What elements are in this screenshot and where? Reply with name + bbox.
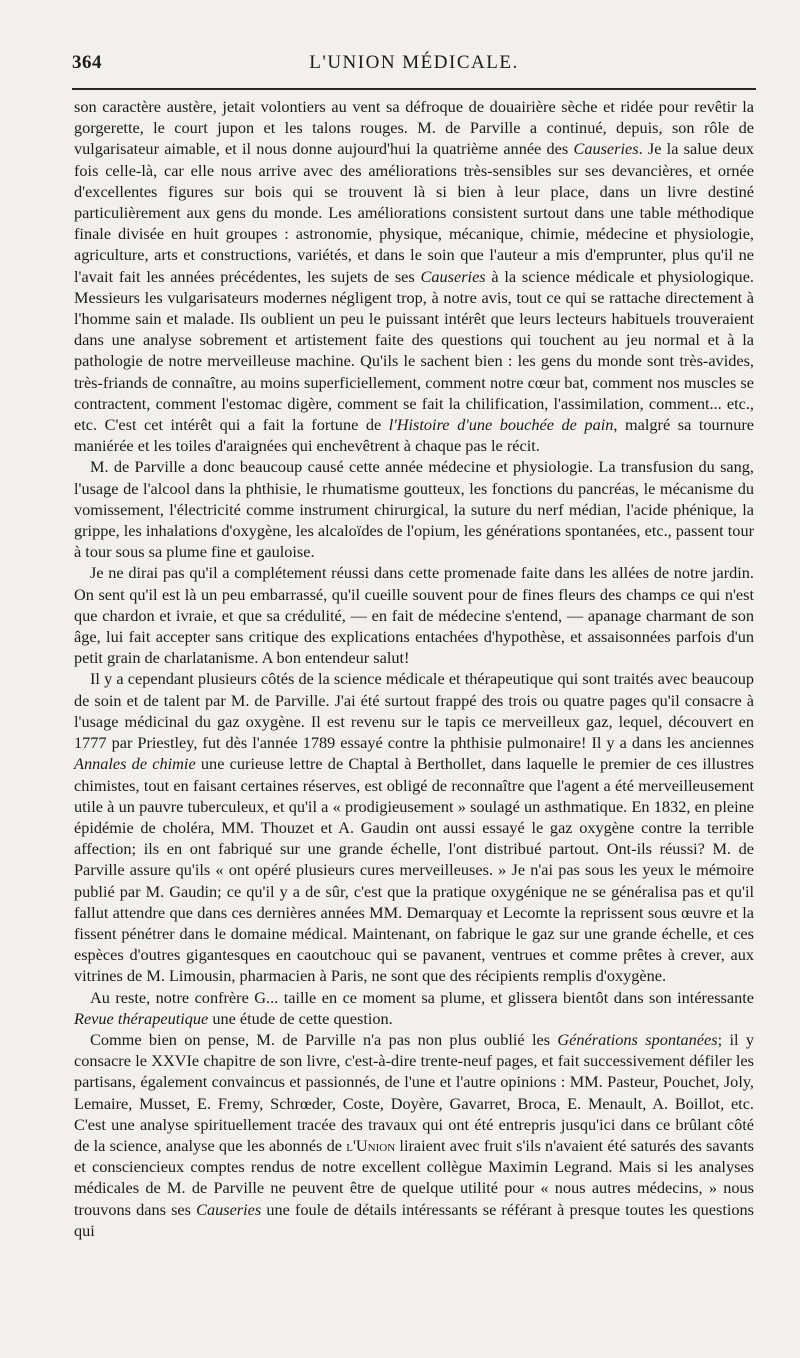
text-run: Au reste, notre confrère G... taille en ce moment sa plume, et glissera bientôt dans son intéressante [90, 987, 754, 1007]
paragraph [74, 96, 754, 456]
article-body [74, 96, 754, 1241]
italic-text: Causeries [573, 139, 639, 159]
text-run: . Je la salue deux fois celle-là, car elle nous arrive avec des améliorations très-sensibles sur ses devancières, et ornée d'excellentes figures sur bois qui se trouvent là si bien à leur place, dans un livre destiné particulièrement aux gens du monde. Les améliorations consistent surtout dans une table méthodique finale divisée en huit groupes : astronomie, physique, mécanique, chimie, médecine et physiologie, agriculture, arts et constructions, variétés, et dans le soin que l'auteur a mis d'emprunter, plus qu'il ne l'avait fait les années précédentes, les sujets de ses [74, 139, 754, 286]
paragraph [74, 562, 754, 668]
italic-text: Annales de chimie [74, 754, 196, 774]
text-run: Comme bien on pense, M. de Parville n'a pas non plus oublié les [90, 1029, 558, 1049]
text-run: une curieuse lettre de Chaptal à Berthollet, dans laquelle le premier de ces illustres chimistes, tout en faisant certaines réserves, est obligé de reconnaître que l'agent a été merveilleusement utile à un pauvre tuberculeux, et qu'il a « prodigieusement » soulagé un asthmatique. En 1832, en pleine épidémie de choléra, MM. Thouzet et A. Gaudin ont aussi essayé le gaz oxygène contre la terrible affection; ils en ont fabriqué sur une grande échelle, l'ont distribué partout. Ont-ils réussi? M. de Parville assure qu'ils « ont opéré plusieurs cures merveilleuses. » Je n'ai pas sous les yeux le mémoire publié par M. Gaudin; ce qu'il y a de sûr, c'est que la pratique oxygénique ne se généralisa pas et qu'il fallut attendre que dans ces dernières années MM. Demarquay et Lecomte la reprissent sous œuvre et la fissent pénétrer dans le domaine médical. Maintenant, on fabrique le gaz sur une grande échelle, et ces espèces d'outres gigantesques en caoutchouc qui se pavanent, ventrues et comme prêtes à crever, aux vitrines de M. Limousin, pharmacien à Paris, ne sont que des récipients remplis d'oxygène. [74, 754, 754, 986]
header-rule [72, 88, 756, 90]
italic-text: Revue thérapeutique [74, 1008, 209, 1028]
paragraph [74, 668, 754, 986]
page-number: 364 [72, 52, 102, 73]
text-run: une foule de détails intéressants se référant à presque toutes les questions qui [74, 1199, 754, 1240]
text-run: , malgré sa tournure maniérée et les toiles d'araignées qui enchevêtrent à chaque pas le récit. [74, 415, 755, 456]
page-header [72, 52, 756, 82]
text-run: ; il y consacre le XXVIe chapitre de son livre, c'est-à-dire trente-neuf pages, et fait successivement défiler les partisans, également convaincus et passionnés, de l'une et l'autre opinions : MM. Pasteur, Pouchet, Joly, Lemaire, Musset, E. Fremy, Schrœder, Coste, Doyère, Gavarret, Broca, E. Menault, A. Boillot, etc. C'est une analyse spirituellement tracée des travaux qui ont été entrepris jusqu'ici dans ce brûlant côté de la science, analyse que les abonnés de [74, 1029, 754, 1155]
text-run: Je ne dirai pas qu'il a complétement réussi dans cette promenade faite dans les allées de notre jardin. On sent qu'il est là un peu embarrassé, qu'il cueille souvent pour de fines fleurs des champs ce qui n'est que chardon et ivraie, et que sa crédulité, — en fait de médecine s'entend, — apanage charmant de son âge, lui fait accepter sans critique des explications entachées d'hypothèse, et assaisonnées parfois d'un petit grain de charlatanisme. A bon entendeur salut! [74, 563, 754, 668]
italic-text: Générations spontanées [557, 1029, 718, 1049]
paragraph [74, 1029, 754, 1241]
text-run: son caractère austère, jetait volontiers au vent sa défroque de douairière sèche et ridée pour revêtir la gorgerette, le court jupon et les talons rouges. M. de Parville a continué, depuis, son rôle de vulgarisateur aimable, et il nous donne aujourd'hui la quatrième année des [74, 97, 754, 159]
italic-text: Causeries [420, 266, 486, 286]
text-run: à la science médicale et physiologique. Messieurs les vulgarisateurs modernes négligent trop, à notre avis, tout ce qui se rattache directement à l'homme sain et malade. Ils oublient un peu le puissant intérêt que leurs lecteurs habituels trouveraient dans une analyse sobrement et artistement faite des questions qui touchent au jeu normal et à la pathologie de notre merveilleuse machine. Qu'ils le sachent bien : les gens du monde sont très-avides, très-friands de connaître, au moins superficiellement, comment notre cœur bat, comment nos muscles se contractent, comment l'estomac digère, comment se fait la chilification, l'assimilation, comment... etc., etc. C'est cet intérêt qui a fait la fortune de [74, 266, 754, 435]
text-run: une étude de cette question. [208, 1008, 393, 1028]
smallcaps-text: l'Union [346, 1135, 396, 1155]
text-run: Il y a cependant plusieurs côtés de la science médicale et thérapeutique qui sont traités avec beaucoup de soin et de talent par M. de Parville. J'ai été surtout frappé des trois ou quatre pages qu'il consacre à l'usage médicinal du gaz oxygène. Il est revenu sur le tapis ce merveilleux gaz, lequel, découvert en 1777 par Priestley, fut dès l'année 1789 essayé contre la phthisie pulmonaire! Il y a dans les anciennes [74, 669, 754, 753]
running-title: L'UNION MÉDICALE. [309, 52, 519, 73]
text-run: M. de Parville a donc beaucoup causé cette année médecine et physiologie. La transfusion du sang, l'usage de l'alcool dans la phthisie, le rhumatisme goutteux, les fonctions du pancréas, le mécanisme du vomissement, l'électricité comme instrument chirurgical, la suture du nerf médian, l'acide phénique, la grippe, les inhalations d'oxygène, les alcaloïdes de l'opium, les générations spontanées, etc., passent tour à tour sous sa plume fine et gauloise. [74, 457, 755, 562]
paragraph [74, 456, 754, 562]
italic-text: l'Histoire d'une bouchée de pain [388, 415, 614, 435]
text-run: liraient avec fruit s'ils n'avaient été saturés des savants et consciencieux comptes rendus de notre excellent collègue Maximin Legrand. Mais si les analyses médicales de M. de Parville ne peuvent être de quelque utilité pour « nous autres médecins, » nous trouvons dans ses [74, 1135, 754, 1219]
italic-text: Causeries [196, 1199, 262, 1219]
paragraph [74, 987, 754, 1029]
